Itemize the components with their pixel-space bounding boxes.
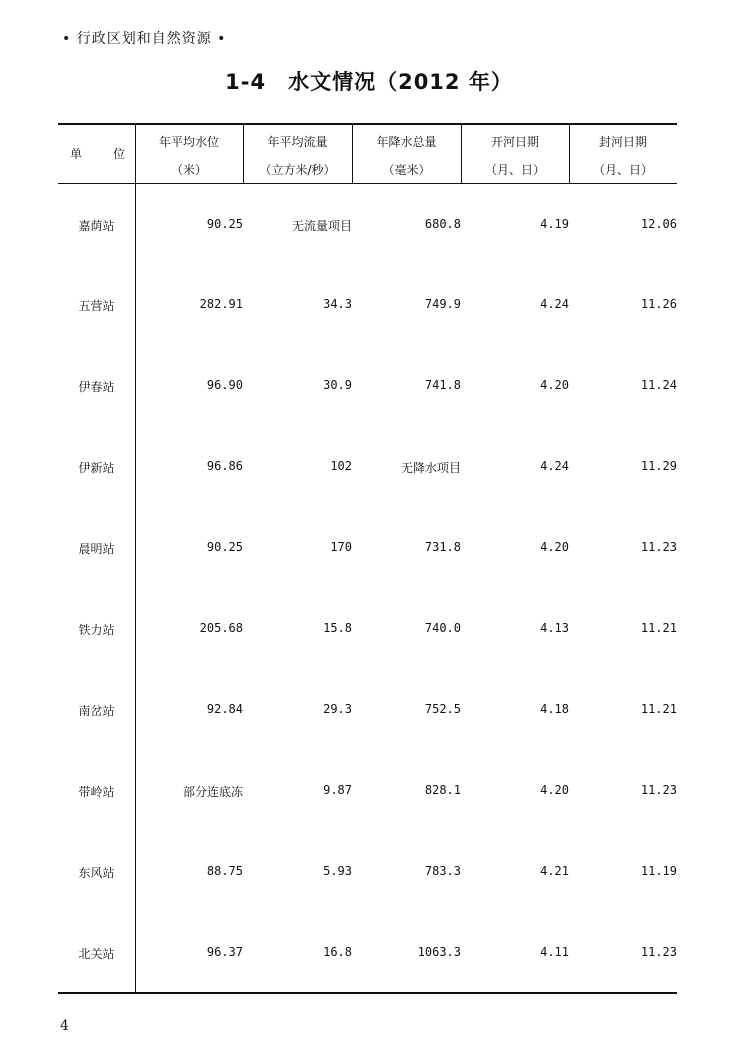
station-name: 铁力站 <box>78 623 115 637</box>
table-bottom-rule <box>58 992 677 994</box>
header-bottom-rule <box>58 183 677 184</box>
column-header-label: 年平均流量 <box>267 135 328 149</box>
river-open-date: 4.20 <box>540 540 569 554</box>
table-row <box>0 459 738 479</box>
station-name: 伊新站 <box>78 461 115 475</box>
avg-water-level: 205.68 <box>199 621 243 635</box>
station-name: 北关站 <box>78 947 115 961</box>
table-row <box>0 540 738 560</box>
avg-water-level: 88.75 <box>206 864 243 878</box>
river-open-date: 4.18 <box>540 702 569 716</box>
river-open-date: 4.13 <box>540 621 569 635</box>
avg-flow: 9.87 <box>323 783 352 797</box>
annual-precipitation: 749.9 <box>424 297 461 311</box>
avg-water-level: 96.37 <box>206 945 243 959</box>
column-header-unit: （月、日） <box>592 163 653 177</box>
column-header-label: 开河日期 <box>490 135 539 149</box>
column-header-unit: （米） <box>170 163 207 177</box>
annual-precipitation: 740.0 <box>424 621 461 635</box>
river-close-date: 11.21 <box>640 702 677 716</box>
station-name: 嘉荫站 <box>78 219 115 233</box>
river-close-date: 11.23 <box>640 783 677 797</box>
avg-water-level: 部分连底冻 <box>182 785 243 799</box>
annual-precipitation: 680.8 <box>424 217 461 231</box>
river-open-date: 4.20 <box>540 378 569 392</box>
annual-precipitation: 731.8 <box>424 540 461 554</box>
avg-flow: 5.93 <box>323 864 352 878</box>
stub-header-char: 单 <box>70 147 83 161</box>
river-close-date: 11.24 <box>640 378 677 392</box>
avg-flow: 无流量项目 <box>291 219 352 233</box>
column-header-label: 封河日期 <box>598 135 647 149</box>
station-name: 五营站 <box>78 299 115 313</box>
river-close-date: 11.19 <box>640 864 677 878</box>
avg-water-level: 90.25 <box>206 540 243 554</box>
table-row <box>0 378 738 398</box>
avg-water-level: 92.84 <box>206 702 243 716</box>
table-row <box>0 945 738 965</box>
table-row <box>0 864 738 884</box>
river-close-date: 11.23 <box>640 945 677 959</box>
river-open-date: 4.11 <box>540 945 569 959</box>
page-title: 1-4 水文情况（2012 年） <box>225 70 513 94</box>
river-open-date: 4.20 <box>540 783 569 797</box>
river-close-date: 11.23 <box>640 540 677 554</box>
river-open-date: 4.19 <box>540 217 569 231</box>
river-close-date: 11.26 <box>640 297 677 311</box>
stub-header-char: 位 <box>113 147 126 161</box>
avg-flow: 102 <box>330 459 352 473</box>
column-header-unit: （立方米/秒） <box>259 163 336 177</box>
station-name: 东风站 <box>78 866 115 880</box>
station-name: 晨明站 <box>78 542 115 556</box>
running-header: • 行政区划和自然资源 • <box>62 31 227 47</box>
avg-flow: 16.8 <box>323 945 352 959</box>
table-row <box>0 702 738 722</box>
river-open-date: 4.21 <box>540 864 569 878</box>
table-row <box>0 297 738 317</box>
avg-flow: 15.8 <box>323 621 352 635</box>
river-open-date: 4.24 <box>540 459 569 473</box>
annual-precipitation: 无降水项目 <box>400 461 461 475</box>
page-number: 4 <box>60 1018 69 1034</box>
annual-precipitation: 1063.3 <box>417 945 461 959</box>
annual-precipitation: 741.8 <box>424 378 461 392</box>
river-open-date: 4.24 <box>540 297 569 311</box>
river-close-date: 12.06 <box>640 217 677 231</box>
column-header-unit: （毫米） <box>382 163 431 177</box>
river-close-date: 11.29 <box>640 459 677 473</box>
station-name: 南岔站 <box>78 704 115 718</box>
river-close-date: 11.21 <box>640 621 677 635</box>
annual-precipitation: 752.5 <box>424 702 461 716</box>
table-row <box>0 783 738 803</box>
avg-flow: 30.9 <box>323 378 352 392</box>
avg-water-level: 96.86 <box>206 459 243 473</box>
avg-water-level: 90.25 <box>206 217 243 231</box>
avg-water-level: 96.90 <box>206 378 243 392</box>
table-top-rule <box>58 123 677 125</box>
avg-flow: 29.3 <box>323 702 352 716</box>
station-name: 带岭站 <box>78 785 115 799</box>
avg-water-level: 282.91 <box>199 297 243 311</box>
column-header-label: 年平均水位 <box>158 135 219 149</box>
column-header-unit: （月、日） <box>484 163 545 177</box>
annual-precipitation: 828.1 <box>424 783 461 797</box>
annual-precipitation: 783.3 <box>424 864 461 878</box>
column-header-label: 年降水总量 <box>376 135 437 149</box>
table-row <box>0 217 738 237</box>
avg-flow: 34.3 <box>323 297 352 311</box>
station-name: 伊春站 <box>78 380 115 394</box>
avg-flow: 170 <box>330 540 352 554</box>
table-row <box>0 621 738 641</box>
